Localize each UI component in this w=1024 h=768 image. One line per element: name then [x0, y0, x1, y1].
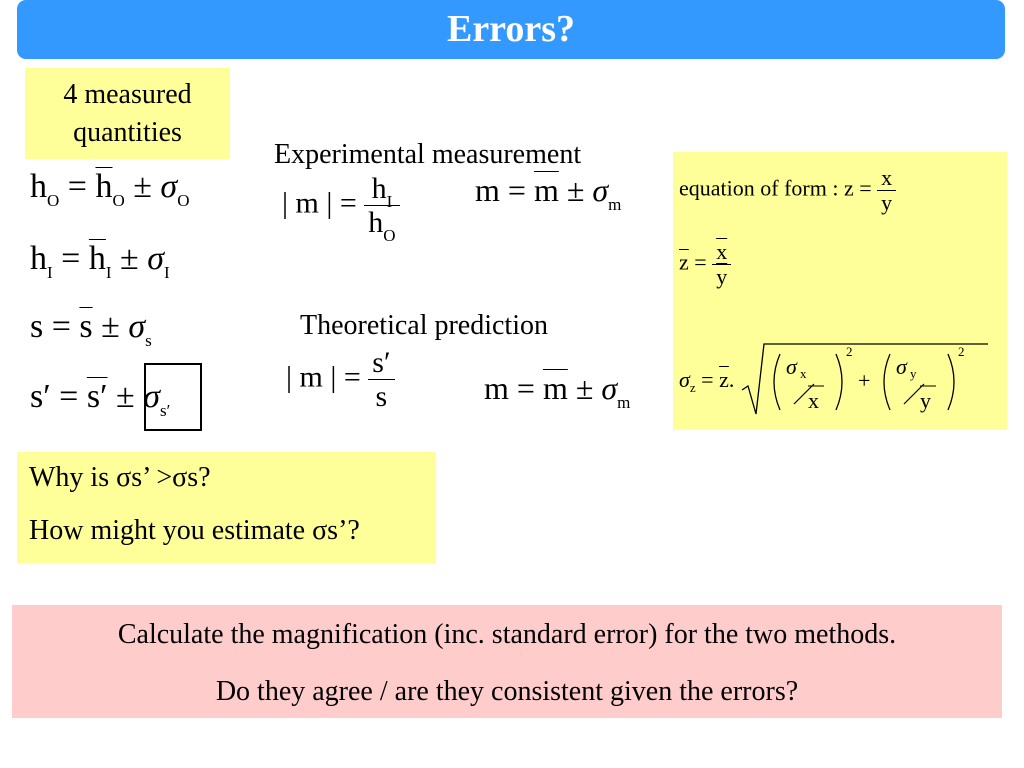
- svg-text:σ: σ: [895, 354, 907, 379]
- slide-title: Errors?: [17, 0, 1005, 59]
- svg-text:2: 2: [957, 344, 965, 359]
- equation-form-line: [679, 166, 896, 215]
- fraction-denominator: y: [881, 190, 893, 216]
- sigma-z-equation: $\sigma_z = \overline{z}$. σ x x 2 + σ y y 2: [679, 342, 990, 422]
- svg-text:+: +: [857, 368, 871, 393]
- equation-h-o: $h_O = \overline{h}_O \pm \sigma_O$: [30, 168, 190, 210]
- sigma-highlight-box: [144, 363, 202, 431]
- equation-s-prime: $s' = s' \pm \sigma_{s'}$: [30, 378, 171, 420]
- svg-text:x: x: [799, 366, 807, 381]
- equation-s: $s = \overline{s} \pm \sigma_s$: [30, 308, 152, 350]
- h-ratio-fraction: $\frac{h_I}{h_O}$: [364, 172, 399, 239]
- svg-text:x: x: [807, 388, 819, 413]
- theoretical-magnification-error: $m = \overline{m} \pm \sigma_m$: [484, 370, 631, 412]
- note-line-2: quantities: [73, 117, 182, 148]
- questions-box: [17, 452, 436, 563]
- svg-text:2: 2: [845, 344, 853, 359]
- experimental-heading: Experimental measurement: [274, 139, 582, 170]
- equation-h-i: $h_I = \overline{h}_I \pm \sigma_I$: [30, 240, 170, 282]
- theoretical-heading: Theoretical prediction: [300, 310, 548, 341]
- svg-text:σ: σ: [785, 354, 797, 379]
- tasks-box: [12, 605, 1002, 718]
- experimental-magnification-ratio: | m | = $\frac{h_I}{h_O}$: [282, 172, 400, 239]
- question-2: How might you estimate σs’?: [29, 515, 360, 546]
- svg-text:y: y: [909, 366, 917, 381]
- task-2: Do they agree / are they consistent given the errors?: [215, 676, 799, 707]
- error-propagation-box: [673, 152, 1007, 430]
- experimental-magnification-error: $m = \overline{m} \pm \sigma_m$: [475, 172, 622, 214]
- fraction-numerator: x: [877, 166, 896, 191]
- s-ratio-fraction: $\frac{s'}{s}$: [368, 346, 394, 413]
- note-line-1: 4 measured: [63, 79, 192, 110]
- z-bar-equation: $\overline{z}$ = $\frac{\overline{x}}{y}$: [679, 240, 731, 289]
- task-1: Calculate the magnification (inc. standard error) for the two methods.: [117, 619, 897, 650]
- sqrt-expression: [740, 342, 990, 422]
- question-1: Why is σs’ >σs?: [29, 462, 211, 493]
- equation-form-label: equation of form : z =: [679, 175, 872, 201]
- x-over-y-fraction: [877, 166, 896, 215]
- x-bar-over-y-bar: $\frac{\overline{x}}{y}$: [712, 240, 731, 289]
- measured-quantities-note: [25, 68, 230, 159]
- theoretical-magnification-ratio: | m | = $\frac{s'}{s}$: [286, 346, 395, 413]
- svg-text:y: y: [919, 388, 931, 413]
